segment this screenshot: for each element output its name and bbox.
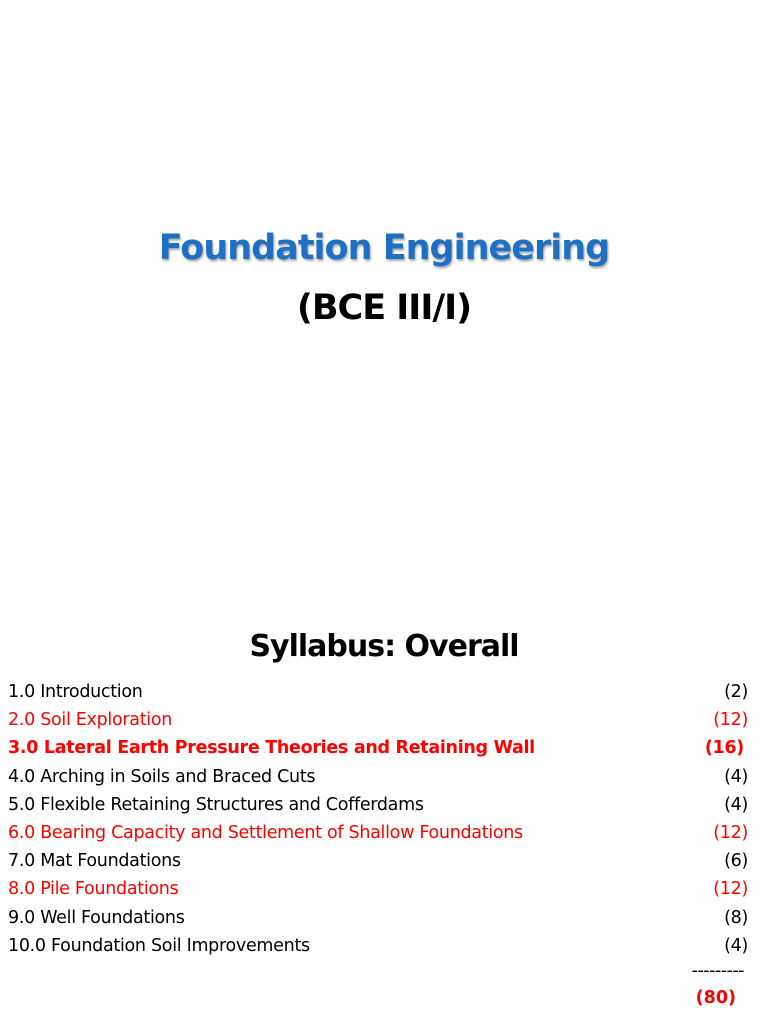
syllabus-topic: 10.0 Foundation Soil Improvements [8, 935, 310, 956]
syllabus-topic: 8.0 Pile Foundations [8, 879, 179, 900]
syllabus-topic: 7.0 Mat Foundations [8, 851, 181, 872]
syllabus-item-mat-foundations [8, 847, 748, 875]
course-code: (BCE III/I) [296, 288, 472, 328]
syllabus-item-well-foundations [8, 904, 748, 932]
syllabus-item-lateral-earth-pressure [8, 734, 748, 762]
syllabus-topic: 6.0 Bearing Capacity and Settlement of Shallow Foundations [8, 822, 523, 843]
syllabus-item-arching-braced-cuts [8, 763, 748, 791]
syllabus-topic: 2.0 Soil Exploration [8, 710, 173, 731]
course-title: Foundation Engineering [158, 228, 610, 268]
syllabus-topic: 3.0 Lateral Earth Pressure Theories and Retaining Wall [8, 738, 535, 759]
total-hours: (80) [695, 988, 736, 1008]
syllabus-hours: (8) [724, 907, 748, 928]
syllabus-item-introduction [8, 678, 748, 706]
syllabus-topic: 4.0 Arching in Soils and Braced Cuts [8, 766, 316, 787]
syllabus-hours: (2) [724, 682, 748, 702]
syllabus-hours: (12) [713, 879, 748, 900]
syllabus-item-soil-improvements [8, 932, 748, 960]
syllabus-hours: (4) [724, 766, 748, 787]
syllabus-hours: (4) [724, 794, 748, 815]
syllabus-list [8, 678, 748, 960]
syllabus-hours: (16) [704, 738, 744, 759]
syllabus-topic: 9.0 Well Foundations [8, 907, 185, 928]
syllabus-heading: Syllabus: Overall [249, 629, 519, 664]
syllabus-topic: 5.0 Flexible Retaining Structures and Cofferdams [8, 794, 424, 815]
syllabus-hours: (12) [713, 710, 748, 731]
syllabus-item-pile-foundations [8, 875, 748, 903]
syllabus-item-bearing-capacity [8, 819, 748, 847]
syllabus-item-flexible-retaining [8, 791, 748, 819]
syllabus-item-soil-exploration [8, 706, 748, 734]
syllabus-topic: 1.0 Introduction [8, 682, 143, 702]
syllabus-hours: (4) [724, 935, 748, 956]
syllabus-hours: (6) [724, 851, 748, 872]
syllabus-hours: (12) [713, 822, 748, 843]
total-divider: --------- [691, 961, 744, 981]
